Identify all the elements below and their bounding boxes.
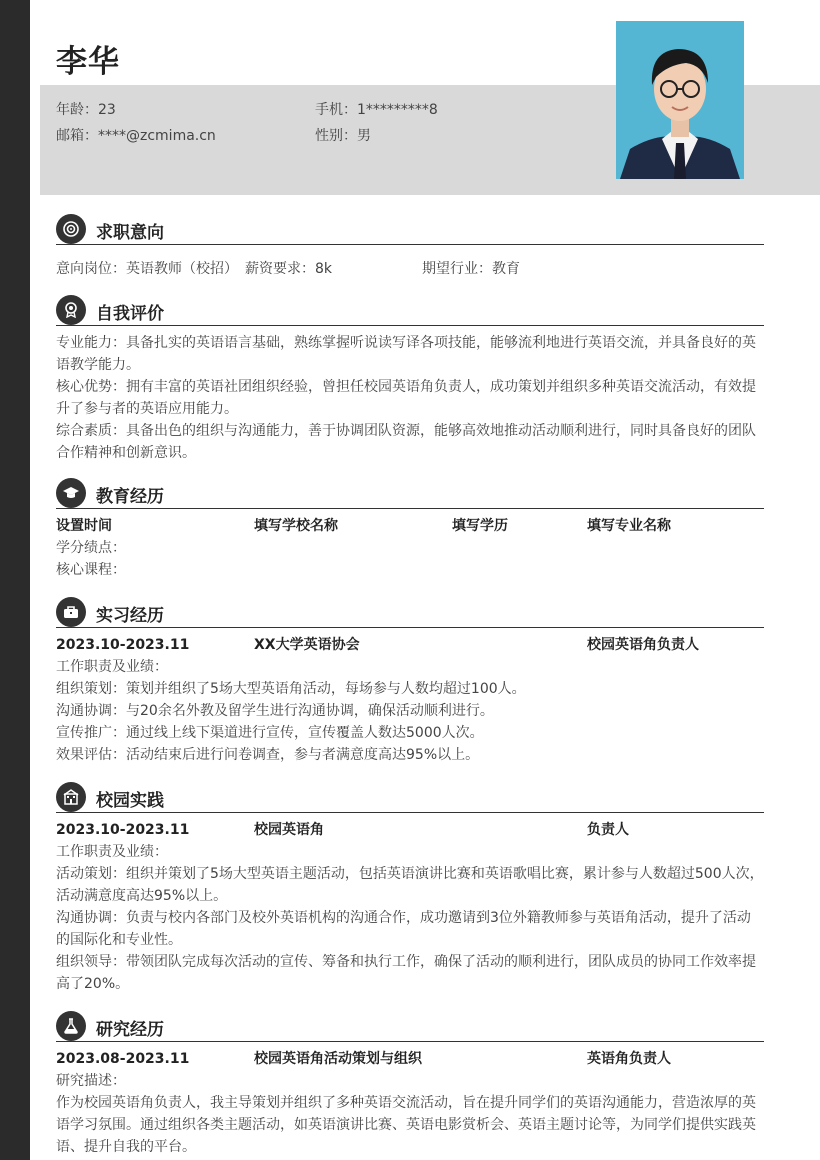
intended-position: 意向岗位：英语教师（校招） <box>56 261 238 277</box>
education-time: 设置时间 <box>56 518 112 534</box>
target-icon <box>56 214 86 244</box>
evaluation-paragraph: 综合素质：具备出色的组织与沟通能力，善于协调团队资源，能够高效地推动活动顺利进行，同时具备良好的团队合作精神和创新意识。 <box>56 423 756 461</box>
section-header <box>56 1011 764 1042</box>
section-title: 实习经历 <box>96 606 164 626</box>
internship-line: 宣传推广：通过线上线下渠道进行宣传，宣传覆盖人数达5000人次。 <box>56 725 484 741</box>
phone-field: 手机：1*********8 <box>315 102 438 118</box>
section-education <box>56 478 764 581</box>
internship-time: 2023.10-2023.11 <box>56 637 190 653</box>
section-header <box>56 782 764 813</box>
campus-role: 负责人 <box>587 822 629 838</box>
education-school: 填写学校名称 <box>254 518 338 534</box>
internship-role: 校园英语角负责人 <box>587 637 699 653</box>
research-line: 作为校园英语角负责人，我主导策划并组织了多种英语交流活动，旨在提升同学们的英语沟通能力，营造浓厚的英语学习氛围。通过组织各类主题活动，如英语演讲比赛、英语电影赏析会、英语主题讨论等，为同学们提供实践英语、提升自我的平台。 <box>56 1095 756 1155</box>
research-line: 研究描述： <box>56 1073 126 1089</box>
education-major: 填写专业名称 <box>587 518 671 534</box>
section-header <box>56 295 764 326</box>
age-field: 年龄：23 <box>56 102 116 118</box>
research-role: 英语角负责人 <box>587 1051 671 1067</box>
research-time: 2023.08-2023.11 <box>56 1051 190 1067</box>
internship-line: 效果评估：活动结束后进行问卷调查，参与者满意度高达95%以上。 <box>56 747 480 763</box>
gender-field: 性别：男 <box>315 128 371 144</box>
section-research <box>56 1011 764 1158</box>
left-sidebar-bar <box>0 0 30 1160</box>
section-header <box>56 214 764 245</box>
expected-industry: 期望行业：教育 <box>422 261 520 277</box>
graduation-cap-icon <box>56 478 86 508</box>
internship-org: XX大学英语协会 <box>254 637 360 653</box>
campus-line: 沟通协调：负责与校内各部门及校外英语机构的沟通合作，成功邀请到3位外籍教师参与英语角活动，提升了活动的国际化和专业性。 <box>56 910 751 948</box>
campus-org: 校园英语角 <box>254 822 324 838</box>
briefcase-icon <box>56 597 86 627</box>
salary-expectation: 薪资要求：8k <box>245 261 333 277</box>
section-title: 自我评价 <box>96 304 164 324</box>
campus-line: 活动策划：组织并策划了5场大型英语主题活动，包括英语演讲比赛和英语歌唱比赛，累计参与人数超过500人次，活动满意度高达95%以上。 <box>56 866 764 904</box>
section-campus-practice <box>56 782 764 995</box>
candidate-name: 李华 <box>56 44 120 80</box>
education-courses: 核心课程： <box>56 562 126 578</box>
profile-photo <box>616 21 744 179</box>
evaluation-paragraph: 核心优势：拥有丰富的英语社团组织经验，曾担任校园英语角负责人，成功策划并组织多种英语交流活动，有效提升了参与者的英语应用能力。 <box>56 379 756 417</box>
section-header <box>56 597 764 628</box>
section-internship <box>56 597 764 766</box>
flask-icon <box>56 1011 86 1041</box>
section-title: 校园实践 <box>96 791 164 811</box>
campus-line: 组织领导：带领团队完成每次活动的宣传、筹备和执行工作，确保了活动的顺利进行，团队成员的协同工作效率提高了20%。 <box>56 954 756 992</box>
section-title: 教育经历 <box>96 487 164 507</box>
research-project: 校园英语角活动策划与组织 <box>254 1051 422 1067</box>
education-gpa: 学分绩点： <box>56 540 126 556</box>
campus-line: 工作职责及业绩： <box>56 844 168 860</box>
internship-line: 组织策划：策划并组织了5场大型英语角活动，每场参与人数均超过100人。 <box>56 681 526 697</box>
evaluation-paragraph: 专业能力：具备扎实的英语语言基础，熟练掌握听说读写译各项技能，能够流利地进行英语交流，并具备良好的英语教学能力。 <box>56 335 756 373</box>
internship-line: 工作职责及业绩： <box>56 659 168 675</box>
section-job-intention <box>56 214 764 280</box>
section-title: 求职意向 <box>96 223 164 243</box>
section-self-evaluation <box>56 295 764 464</box>
campus-time: 2023.10-2023.11 <box>56 822 190 838</box>
section-header <box>56 478 764 509</box>
email-field: 邮箱：****@zcmima.cn <box>56 128 216 144</box>
internship-line: 沟通协调：与20余名外教及留学生进行沟通协调，确保活动顺利进行。 <box>56 703 494 719</box>
building-icon <box>56 782 86 812</box>
section-title: 研究经历 <box>96 1020 164 1040</box>
education-degree: 填写学历 <box>452 518 508 534</box>
badge-icon <box>56 295 86 325</box>
